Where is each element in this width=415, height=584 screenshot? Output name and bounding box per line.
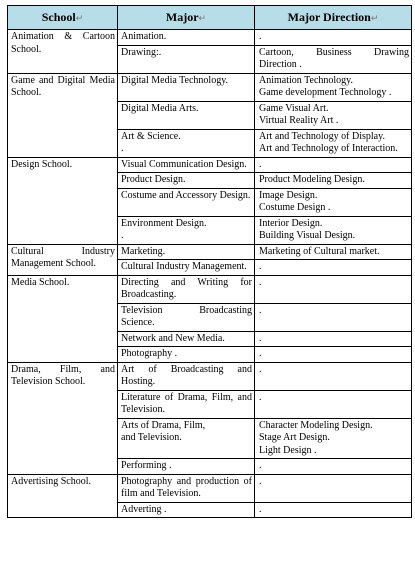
major-text: . (121, 230, 124, 241)
major-cell (118, 188, 255, 216)
major-cell (118, 418, 255, 459)
direction-text: Marketing of Cultural market. (259, 245, 380, 257)
major-text: Environment Design. (121, 217, 207, 229)
direction-text: . (259, 391, 262, 403)
direction-cell (255, 260, 412, 276)
major-cell (118, 157, 255, 173)
major-text: and Television. (121, 432, 182, 443)
direction-text: Stage Art Design. (259, 432, 330, 443)
major-text: Product Design. (121, 174, 186, 185)
major-cell (118, 362, 255, 390)
direction-cell (255, 244, 412, 260)
major-text: Art of Broadcasting and Hosting. (121, 363, 252, 387)
direction-text: Light Design . (259, 444, 317, 456)
direction-cell (255, 303, 412, 331)
direction-text: Character Modeling Design. (259, 419, 373, 431)
major-cell (118, 45, 255, 73)
major-text: Literature of Drama, Film, and Television. (121, 391, 252, 415)
direction-cell (255, 30, 412, 46)
header-major-direction: Major Direction↵ (255, 6, 412, 30)
major-cell (118, 30, 255, 46)
major-cell (118, 129, 255, 157)
direction-text: Game development Technology . (259, 87, 392, 98)
direction-cell (255, 73, 412, 101)
major-cell (118, 502, 255, 518)
direction-text: . (259, 158, 262, 170)
major-cell (118, 331, 255, 347)
table-row (8, 362, 412, 390)
paragraph-mark: ↵ (198, 13, 207, 23)
direction-text: . (259, 304, 262, 316)
school-cell: Media School. (8, 275, 118, 362)
header-row (8, 6, 412, 30)
direction-text: . (259, 503, 262, 515)
direction-cell (255, 459, 412, 475)
paragraph-mark: ↵ (75, 13, 84, 23)
major-cell (118, 303, 255, 331)
direction-cell (255, 129, 412, 157)
major-cell (118, 275, 255, 303)
direction-cell (255, 101, 412, 129)
school-cell: Animation & Cartoon School. (8, 30, 118, 74)
table-row (8, 73, 412, 101)
major-text: Arts of Drama, Film, (121, 419, 206, 431)
direction-cell (255, 331, 412, 347)
direction-text: Building Visual Design. (259, 230, 356, 241)
direction-text: Art and Technology of Display. (259, 130, 385, 142)
school-cell: Design School. (8, 157, 118, 244)
major-text: Directing and Writing for Broadcasting. (121, 276, 252, 300)
major-cell (118, 73, 255, 101)
direction-text: Image Design. (259, 189, 318, 201)
major-text: Network and New Media. (121, 332, 225, 344)
major-cell (118, 101, 255, 129)
major-cell (118, 244, 255, 260)
school-cell: Drama, Film, and Television School. (8, 362, 118, 474)
major-cell (118, 474, 255, 502)
direction-text: . (259, 475, 262, 487)
direction-text: Art and Technology of Interaction. (259, 143, 398, 154)
major-text: Drawing:. (121, 46, 162, 58)
table-row (8, 474, 412, 502)
major-text: Digital Media Arts. (121, 102, 199, 114)
major-cell (118, 390, 255, 418)
direction-text: . (259, 460, 262, 471)
major-text: Photography . (121, 348, 178, 359)
major-text: . (121, 143, 124, 154)
header-major: Major↵ (118, 6, 255, 30)
major-text: Visual Communication Design. (121, 158, 247, 170)
direction-text: . (259, 348, 262, 359)
school-cell: Cultural Industry Management School. (8, 244, 118, 275)
major-cell (118, 260, 255, 276)
major-text: Costume and Accessory Design. (121, 189, 251, 201)
direction-cell (255, 418, 412, 459)
direction-text: Animation Technology. (259, 74, 354, 86)
direction-cell (255, 474, 412, 502)
direction-text: . (259, 276, 262, 288)
major-cell (118, 173, 255, 189)
major-text: Animation. (121, 31, 167, 42)
direction-cell (255, 45, 412, 73)
major-text: Digital Media Technology. (121, 74, 229, 86)
major-text: Photography and production of film and Television. (121, 475, 252, 499)
paragraph-mark: ↵ (370, 13, 379, 23)
major-text: Art & Science. (121, 130, 181, 142)
major-text: Performing . (121, 460, 172, 471)
major-text: Marketing. (121, 245, 166, 257)
major-text: Cultural Industry Management. (121, 261, 247, 272)
direction-text: Virtual Reality Art . (259, 115, 339, 126)
direction-cell (255, 275, 412, 303)
school-cell: Game and Digital Media School. (8, 73, 118, 157)
school-cell: Advertising School. (8, 474, 118, 518)
direction-text: Product Modeling Design. (259, 174, 365, 185)
direction-cell (255, 362, 412, 390)
direction-text: . (259, 332, 262, 344)
direction-text: . (259, 363, 262, 375)
direction-text: Cartoon, Business Drawing Direction . (259, 46, 409, 70)
direction-text: Costume Design . (259, 202, 331, 213)
table-row (8, 30, 412, 46)
direction-cell (255, 157, 412, 173)
major-cell (118, 216, 255, 244)
header-school: School↵ (8, 6, 118, 30)
table-row (8, 275, 412, 303)
direction-cell (255, 390, 412, 418)
major-cell (118, 459, 255, 475)
direction-cell (255, 188, 412, 216)
direction-cell (255, 347, 412, 363)
direction-text: Interior Design. (259, 217, 323, 229)
table-row (8, 157, 412, 173)
direction-text: Game Visual Art. (259, 102, 329, 114)
major-text: Television Broadcasting Science. (121, 304, 252, 328)
direction-text: . (259, 261, 262, 272)
major-cell (118, 347, 255, 363)
direction-cell (255, 502, 412, 518)
table-row (8, 244, 412, 260)
majors-table (7, 5, 412, 518)
direction-cell (255, 173, 412, 189)
major-text: Adverting . (121, 503, 167, 515)
direction-text: . (259, 31, 262, 42)
direction-cell (255, 216, 412, 244)
